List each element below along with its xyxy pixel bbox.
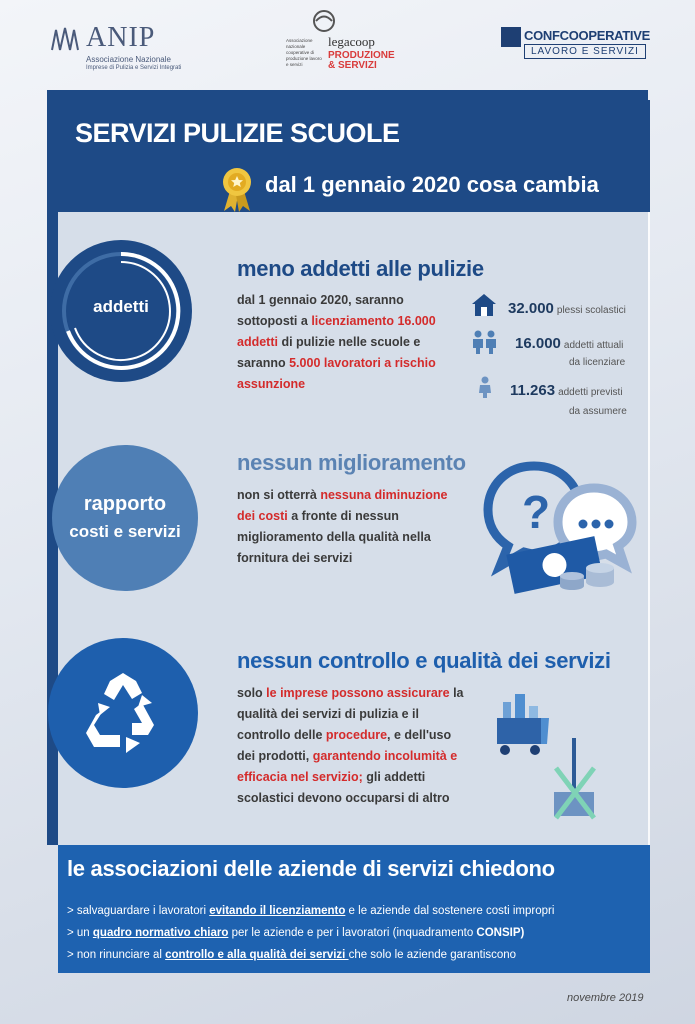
legacoop-logo-description: Associazione nazionale cooperative di produzione lavoro e servizi (286, 38, 322, 67)
anip-logo-name: ANIP (86, 22, 156, 53)
recycle-icon (80, 673, 166, 753)
svg-text:?: ? (522, 486, 551, 538)
single-worker-icon (476, 376, 494, 398)
request-item-2: > un quadro normativo chiaro per le aziende e per i lavoratori (inquadramento CONSIP) (67, 927, 525, 939)
section-1-paragraph: dal 1 gennaio 2020, saranno sottoposti a licenziamento 16.000 addetti di pulizie nelle scuole e saranno 5.000 lavoratori a rischio assunzione (237, 293, 436, 391)
section-2-heading: nessun miglioramento (237, 450, 466, 475)
stat-planned-hires: 11.263 addetti previsti (510, 382, 623, 399)
page-title: SERVIZI PULIZIE SCUOLE (75, 118, 400, 148)
award-badge-icon (218, 165, 256, 213)
section-2-paragraph: non si otterrà nessuna diminuzione dei costi a fronte di nessun miglioramento della qualità nella fornitura dei servizi (237, 488, 448, 565)
workers-pair-icon (470, 330, 500, 354)
stat-current-workers: 16.000 addetti attuali (515, 335, 624, 352)
confcooperative-logo-mark-icon (501, 27, 521, 47)
section-1-heading: meno addetti alle pulizie (237, 256, 484, 281)
section-1-circle-label: addetti (93, 297, 149, 316)
legacoop-logo-mark-icon (310, 8, 338, 34)
question-bubbles-money-icon (480, 458, 640, 598)
stat-planned-hires-note: da assumere (569, 406, 627, 417)
confcooperative-logo-subtitle: LAVORO E SERVIZI (524, 44, 646, 59)
section-2-circle-line-1: rapporto (83, 493, 167, 515)
requests-heading: le associazioni delle aziende di servizi chiedono (67, 856, 555, 881)
request-item-3: > non rinunciare al controllo e alla qualità dei servizi che solo le aziende garantiscono (67, 949, 517, 961)
section-3-paragraph: solo le imprese possono assicurare la qualità dei servizi di pulizia e il controllo delle procedure, e dell'uso dei prodotti, garantendo incolumità e efficacia nel servizio; gli addetti scolastici devono occuparsi di altro (237, 686, 464, 805)
confcooperative-logo-name: CONFCOOPERATIVE (524, 28, 650, 43)
section-3-circle (48, 638, 198, 788)
section-3-heading: nessun controllo e qualità dei servizi (237, 648, 611, 673)
anip-logo-subtitle: Associazione Nazionale (86, 55, 171, 64)
legacoop-logo-name: legacoop (328, 34, 375, 49)
legacoop-logo-division: PRODUZIONE & SERVIZI (328, 50, 395, 71)
stat-schools: 32.000 plessi scolastici (508, 300, 626, 317)
page-subtitle: dal 1 gennaio 2020 cosa cambia (265, 172, 599, 197)
stat-current-workers-note: da licenziare (569, 357, 626, 368)
anip-logo-subtitle-2: Imprese di Pulizia e Servizi Integrati (86, 65, 182, 71)
anip-logo-mark-icon (50, 26, 80, 52)
section-2-circle-line-2: costi e servizi (69, 522, 181, 541)
school-building-icon (470, 292, 498, 318)
publication-date: novembre 2019 (567, 992, 644, 1004)
request-item-1: > salvaguardare i lavoratori evitando il licenziamento e le aziende dal sostenere costi impropri (67, 905, 555, 917)
crossed-out-broom-icon (550, 738, 600, 822)
section-2-circle (52, 445, 198, 591)
cleaning-cart-icon (493, 688, 553, 758)
